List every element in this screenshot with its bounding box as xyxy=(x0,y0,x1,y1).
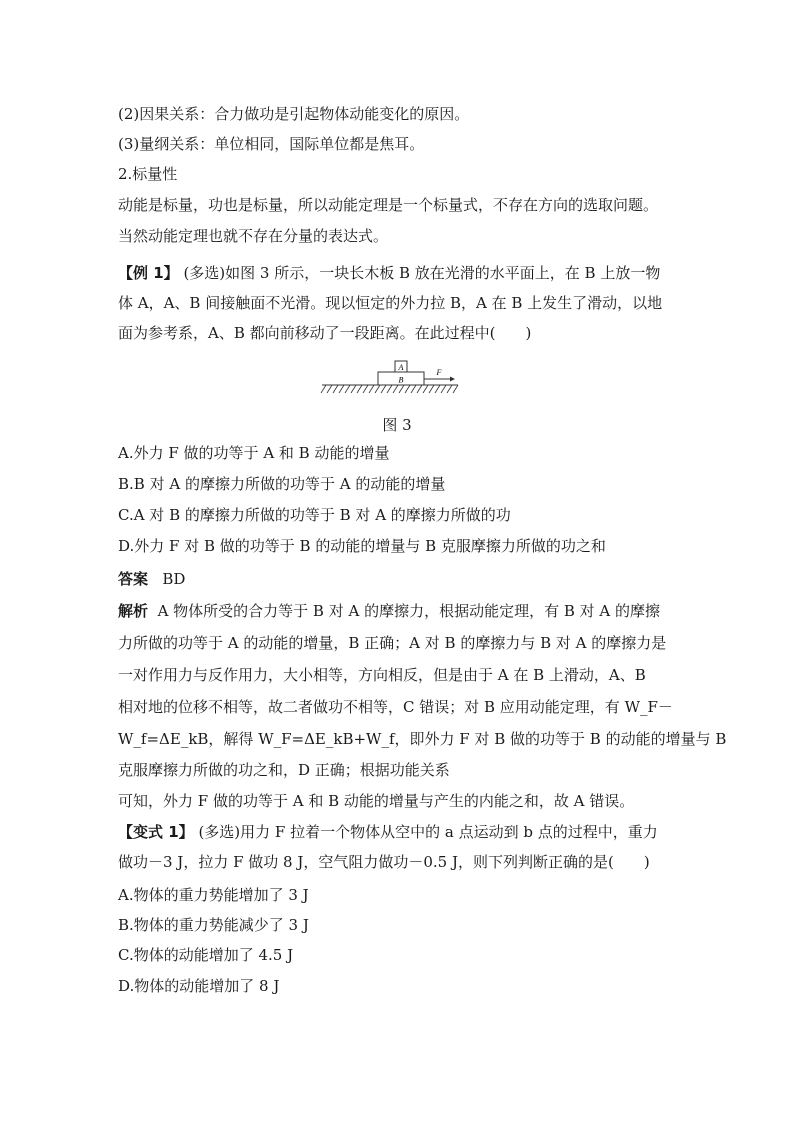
analysis-line-2: 力所做的功等于 A 的动能的增量，B 正确；A 对 B 的摩擦力与 B 对 A 的摩擦力是 xyxy=(118,634,667,652)
paragraph-line: 动能是标量，功也是标量，所以动能定理是一个标量式，不存在方向的选取问题。 xyxy=(118,196,659,214)
label-f: F xyxy=(436,368,442,377)
analysis-line-4: 相对地的位移不相等，故二者做功不相等，C 错误；对 B 应用动能定理，有 W_F－ xyxy=(118,698,673,716)
analysis-line-5: W_f=ΔE_kB，解得 W_F=ΔE_kB+W_f，即外力 F 对 B 做的功等于 B 的动能的增量与 B xyxy=(118,730,727,748)
variant-1-text: (多选)用力 F 拉着一个物体从空中的 a 点运动到 b 点的过程中，重力 xyxy=(193,823,658,841)
variant-1-label: 【变式 1】 xyxy=(118,823,194,841)
analysis-line-1 xyxy=(118,601,660,621)
example-1-line-1 xyxy=(118,263,660,283)
line-causal: (2)因果关系：合力做功是引起物体动能变化的原因。 xyxy=(118,105,470,123)
force-arrow-head xyxy=(450,377,455,382)
analysis-label: 解析 xyxy=(118,602,149,620)
option-d: D.外力 F 对 B 做的功等于 B 的动能的增量与 B 克服摩擦力所做的功之和 xyxy=(118,537,606,555)
option-c: C.A 对 B 的摩擦力所做的功等于 B 对 A 的摩擦力所做的功 xyxy=(118,506,511,524)
figure-3-diagram xyxy=(320,354,460,396)
variant-1-line-2: 做功－3 J，拉力 F 做功 8 J，空气阻力做功－0.5 J，则下列判断正确的是( ) xyxy=(118,853,650,871)
answer-line xyxy=(118,569,185,589)
variant-1-line-1 xyxy=(118,822,658,842)
paragraph-line: 当然动能定理也就不存在分量的表达式。 xyxy=(118,227,389,245)
answer-label: 答案 xyxy=(118,570,149,588)
figure-caption: 图 3 xyxy=(382,416,412,434)
analysis-line-7: 可知，外力 F 做的功等于 A 和 B 动能的增量与产生的内能之和，故 A 错误。 xyxy=(118,792,635,810)
section-heading-scalar: 2.标量性 xyxy=(118,165,178,183)
label-b: B xyxy=(398,375,404,385)
option-b: B.B 对 A 的摩擦力所做的功等于 A 的动能的增量 xyxy=(118,475,446,493)
example-1-text: (多选)如图 3 所示，一块长木板 B 放在光滑的水平面上，在 B 上放一物 xyxy=(178,264,661,282)
example-1-line-2: 体 A，A、B 间接触面不光滑。现以恒定的外力拉 B，A 在 B 上发生了滑动，以地 xyxy=(118,294,663,312)
answer-value: BD xyxy=(162,570,186,588)
label-a: A xyxy=(398,363,404,372)
example-1-line-3: 面为参考系，A、B 都向前移动了一段距离。在此过程中( ) xyxy=(118,324,532,342)
analysis-text: A 物体所受的合力等于 B 对 A 的摩擦力，根据动能定理，有 B 对 A 的摩擦 xyxy=(157,602,661,620)
variant-option-c: C.物体的动能增加了 4.5 J xyxy=(118,946,294,964)
option-a: A.外力 F 做的功等于 A 和 B 动能的增量 xyxy=(118,444,390,462)
example-1-label: 【例 1】 xyxy=(118,264,179,282)
analysis-line-6: 克服摩擦力所做的功之和，D 正确；根据功能关系 xyxy=(118,761,450,779)
variant-option-d: D.物体的动能增加了 8 J xyxy=(118,977,280,995)
variant-option-a: A.物体的重力势能增加了 3 J xyxy=(118,886,309,904)
line-dimension: (3)量纲关系：单位相同，国际单位都是焦耳。 xyxy=(118,135,425,153)
analysis-line-3: 一对作用力与反作用力，大小相等，方向相反，但是由于 A 在 B 上滑动，A、B xyxy=(118,666,646,684)
variant-option-b: B.物体的重力势能减少了 3 J xyxy=(118,916,309,934)
